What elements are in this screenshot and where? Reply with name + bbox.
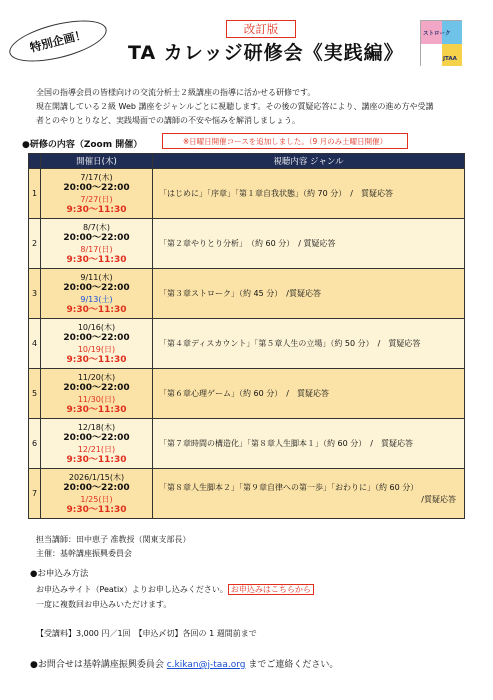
thursday-date: 11/20(木) bbox=[77, 372, 116, 382]
content-text: 「第３章ストローク」（約 45 分） /質疑応答 bbox=[159, 288, 321, 298]
session-number: 7 bbox=[29, 469, 41, 519]
apply-link[interactable]: お申込みはこちらから bbox=[228, 584, 314, 595]
fee-info: 【受講料】3,000 円／1回 【申込〆切】各回の 1 週間前まで bbox=[36, 629, 257, 638]
page-title: TA カレッジ研修会《実践編》 bbox=[128, 42, 404, 64]
thursday-time: 20:00～22:00 bbox=[63, 232, 130, 243]
intro-line: 者とのやりとりなど、実践場面での講師の不安や悩みを解消しましょう。 bbox=[36, 116, 300, 125]
table-row bbox=[29, 169, 465, 219]
apply-text: お申込みサイト（Peatix）よりお申し込みください。 bbox=[36, 585, 228, 594]
thursday-time: 20:00～22:00 bbox=[63, 182, 130, 193]
apply-heading: ●お申込み方法 bbox=[30, 569, 89, 579]
thursday-time: 20:00～22:00 bbox=[63, 432, 130, 443]
weekend-date: 12/21(日) bbox=[77, 444, 116, 454]
sunday-course-notice: ※日曜日開催コースを追加しました。（9 月のみ土曜日開催） bbox=[162, 133, 408, 149]
header-content: 視聴内容 ジャンル bbox=[153, 154, 465, 169]
session-content bbox=[153, 369, 465, 419]
revised-label: 改訂版 bbox=[226, 20, 296, 38]
session-content bbox=[153, 269, 465, 319]
weekend-time: 9:30～11:30 bbox=[66, 454, 127, 465]
apply-line bbox=[36, 582, 314, 597]
session-number: 4 bbox=[29, 319, 41, 369]
session-content bbox=[153, 469, 465, 519]
table-header-row bbox=[29, 154, 465, 169]
session-dates bbox=[41, 469, 153, 519]
contact-email-link[interactable]: c.kikan@j-taa.org bbox=[166, 660, 246, 670]
weekend-date: 10/19(日) bbox=[77, 344, 116, 354]
session-number: 6 bbox=[29, 419, 41, 469]
content-text: 「第４章ディスカウント」「第５章人生の立場」（約 50 分） / 質疑応答 bbox=[159, 338, 421, 348]
lecturer-info bbox=[36, 533, 191, 561]
apply-instructions bbox=[36, 582, 314, 612]
contact-suffix: までご連絡ください。 bbox=[248, 660, 339, 670]
session-number: 5 bbox=[29, 369, 41, 419]
thursday-date: 12/18(木) bbox=[77, 422, 116, 432]
session-dates bbox=[41, 369, 153, 419]
content-text: 「はじめに」「序章」「第１章自我状態」（約 70 分） / 質疑応答 bbox=[159, 188, 393, 198]
session-number: 2 bbox=[29, 219, 41, 269]
session-number: 3 bbox=[29, 269, 41, 319]
session-content bbox=[153, 419, 465, 469]
session-content bbox=[153, 319, 465, 369]
thursday-time: 20:00～22:00 bbox=[63, 382, 130, 393]
table-row bbox=[29, 419, 465, 469]
header-date: 開催日(木) bbox=[41, 154, 153, 169]
table-row bbox=[29, 469, 465, 519]
content-text: 「第７章時間の構造化」「第８章人生脚本１」（約 60 分） / 質疑応答 bbox=[159, 438, 413, 448]
lecturer-name: 担当講師：田中恵子 准教授（関東支部長） bbox=[36, 535, 191, 544]
special-badge-text: 特別企画！ bbox=[28, 27, 88, 55]
schedule-table bbox=[28, 153, 465, 519]
thursday-date: 8/7(木) bbox=[82, 222, 111, 232]
weekend-time: 9:30～11:30 bbox=[66, 254, 127, 265]
session-content bbox=[153, 169, 465, 219]
saturday-date: 9/13(土) bbox=[80, 294, 113, 304]
special-event-badge bbox=[5, 12, 110, 69]
weekend-date: 1/25(日) bbox=[80, 494, 113, 504]
table-row bbox=[29, 269, 465, 319]
session-content bbox=[153, 219, 465, 269]
weekend-time: 9:30～11:30 bbox=[66, 354, 127, 365]
session-dates bbox=[41, 319, 153, 369]
weekend-time: 9:30～11:30 bbox=[66, 404, 127, 415]
weekend-date: 11/30(日) bbox=[77, 394, 116, 404]
organizer: 主催：基幹講座振興委員会 bbox=[36, 549, 132, 558]
thursday-date: 9/11(木) bbox=[80, 272, 113, 282]
thursday-date: 10/16(木) bbox=[77, 322, 116, 332]
session-number: 1 bbox=[29, 169, 41, 219]
weekend-date: 7/27(日) bbox=[80, 194, 113, 204]
jtaa-logo bbox=[420, 20, 462, 66]
thursday-time: 20:00～22:00 bbox=[63, 282, 130, 293]
contact-info bbox=[30, 657, 338, 670]
thursday-time: 20:00～22:00 bbox=[63, 482, 130, 493]
content-text: 「第８章人生脚本２」「第９章自律への第一歩」「おわりに」（約 60 分） bbox=[159, 482, 419, 492]
intro-line: 全国の指導会員の皆様向けの交流分析士２級講座の指導に活かせる研修です。 bbox=[36, 88, 316, 97]
table-row bbox=[29, 369, 465, 419]
session-dates bbox=[41, 219, 153, 269]
section-heading: ●研修の内容（Zoom 開催） bbox=[22, 140, 143, 150]
content-text: 「第６章心理ゲーム」（約 60 分） / 質疑応答 bbox=[159, 388, 329, 398]
intro-line: 現在開講している２級 Web 講座をジャンルごとに視聴します。その後の質疑応答により、講座の進め方や受講 bbox=[36, 102, 434, 111]
header-number bbox=[29, 154, 41, 169]
logo-text-jtaa: JTAA bbox=[443, 56, 457, 62]
contact-prefix: ●お問合せは基幹講座振興委員会 bbox=[30, 660, 164, 670]
session-dates bbox=[41, 169, 153, 219]
weekend-time: 9:30～11:30 bbox=[66, 504, 127, 515]
logo-text-stroke: ストローク bbox=[423, 31, 451, 37]
apply-multiple-note: 一度に複数回お申込みいただけます。 bbox=[36, 600, 172, 609]
intro-text bbox=[36, 86, 476, 128]
content-text: 「第２章やりとり分析」 （約 60 分） / 質疑応答 bbox=[159, 238, 336, 248]
weekend-time: 9:30～11:30 bbox=[66, 204, 127, 215]
session-dates bbox=[41, 269, 153, 319]
session-dates bbox=[41, 419, 153, 469]
weekend-date: 8/17(日) bbox=[80, 244, 113, 254]
table-row bbox=[29, 319, 465, 369]
table-row bbox=[29, 219, 465, 269]
weekend-time: 9:30～11:30 bbox=[66, 304, 127, 315]
thursday-date: 7/17(木) bbox=[80, 172, 113, 182]
thursday-date: 2026/1/15(木) bbox=[68, 472, 125, 482]
content-tail: /質疑応答 bbox=[421, 494, 456, 504]
thursday-time: 20:00～22:00 bbox=[63, 332, 130, 343]
